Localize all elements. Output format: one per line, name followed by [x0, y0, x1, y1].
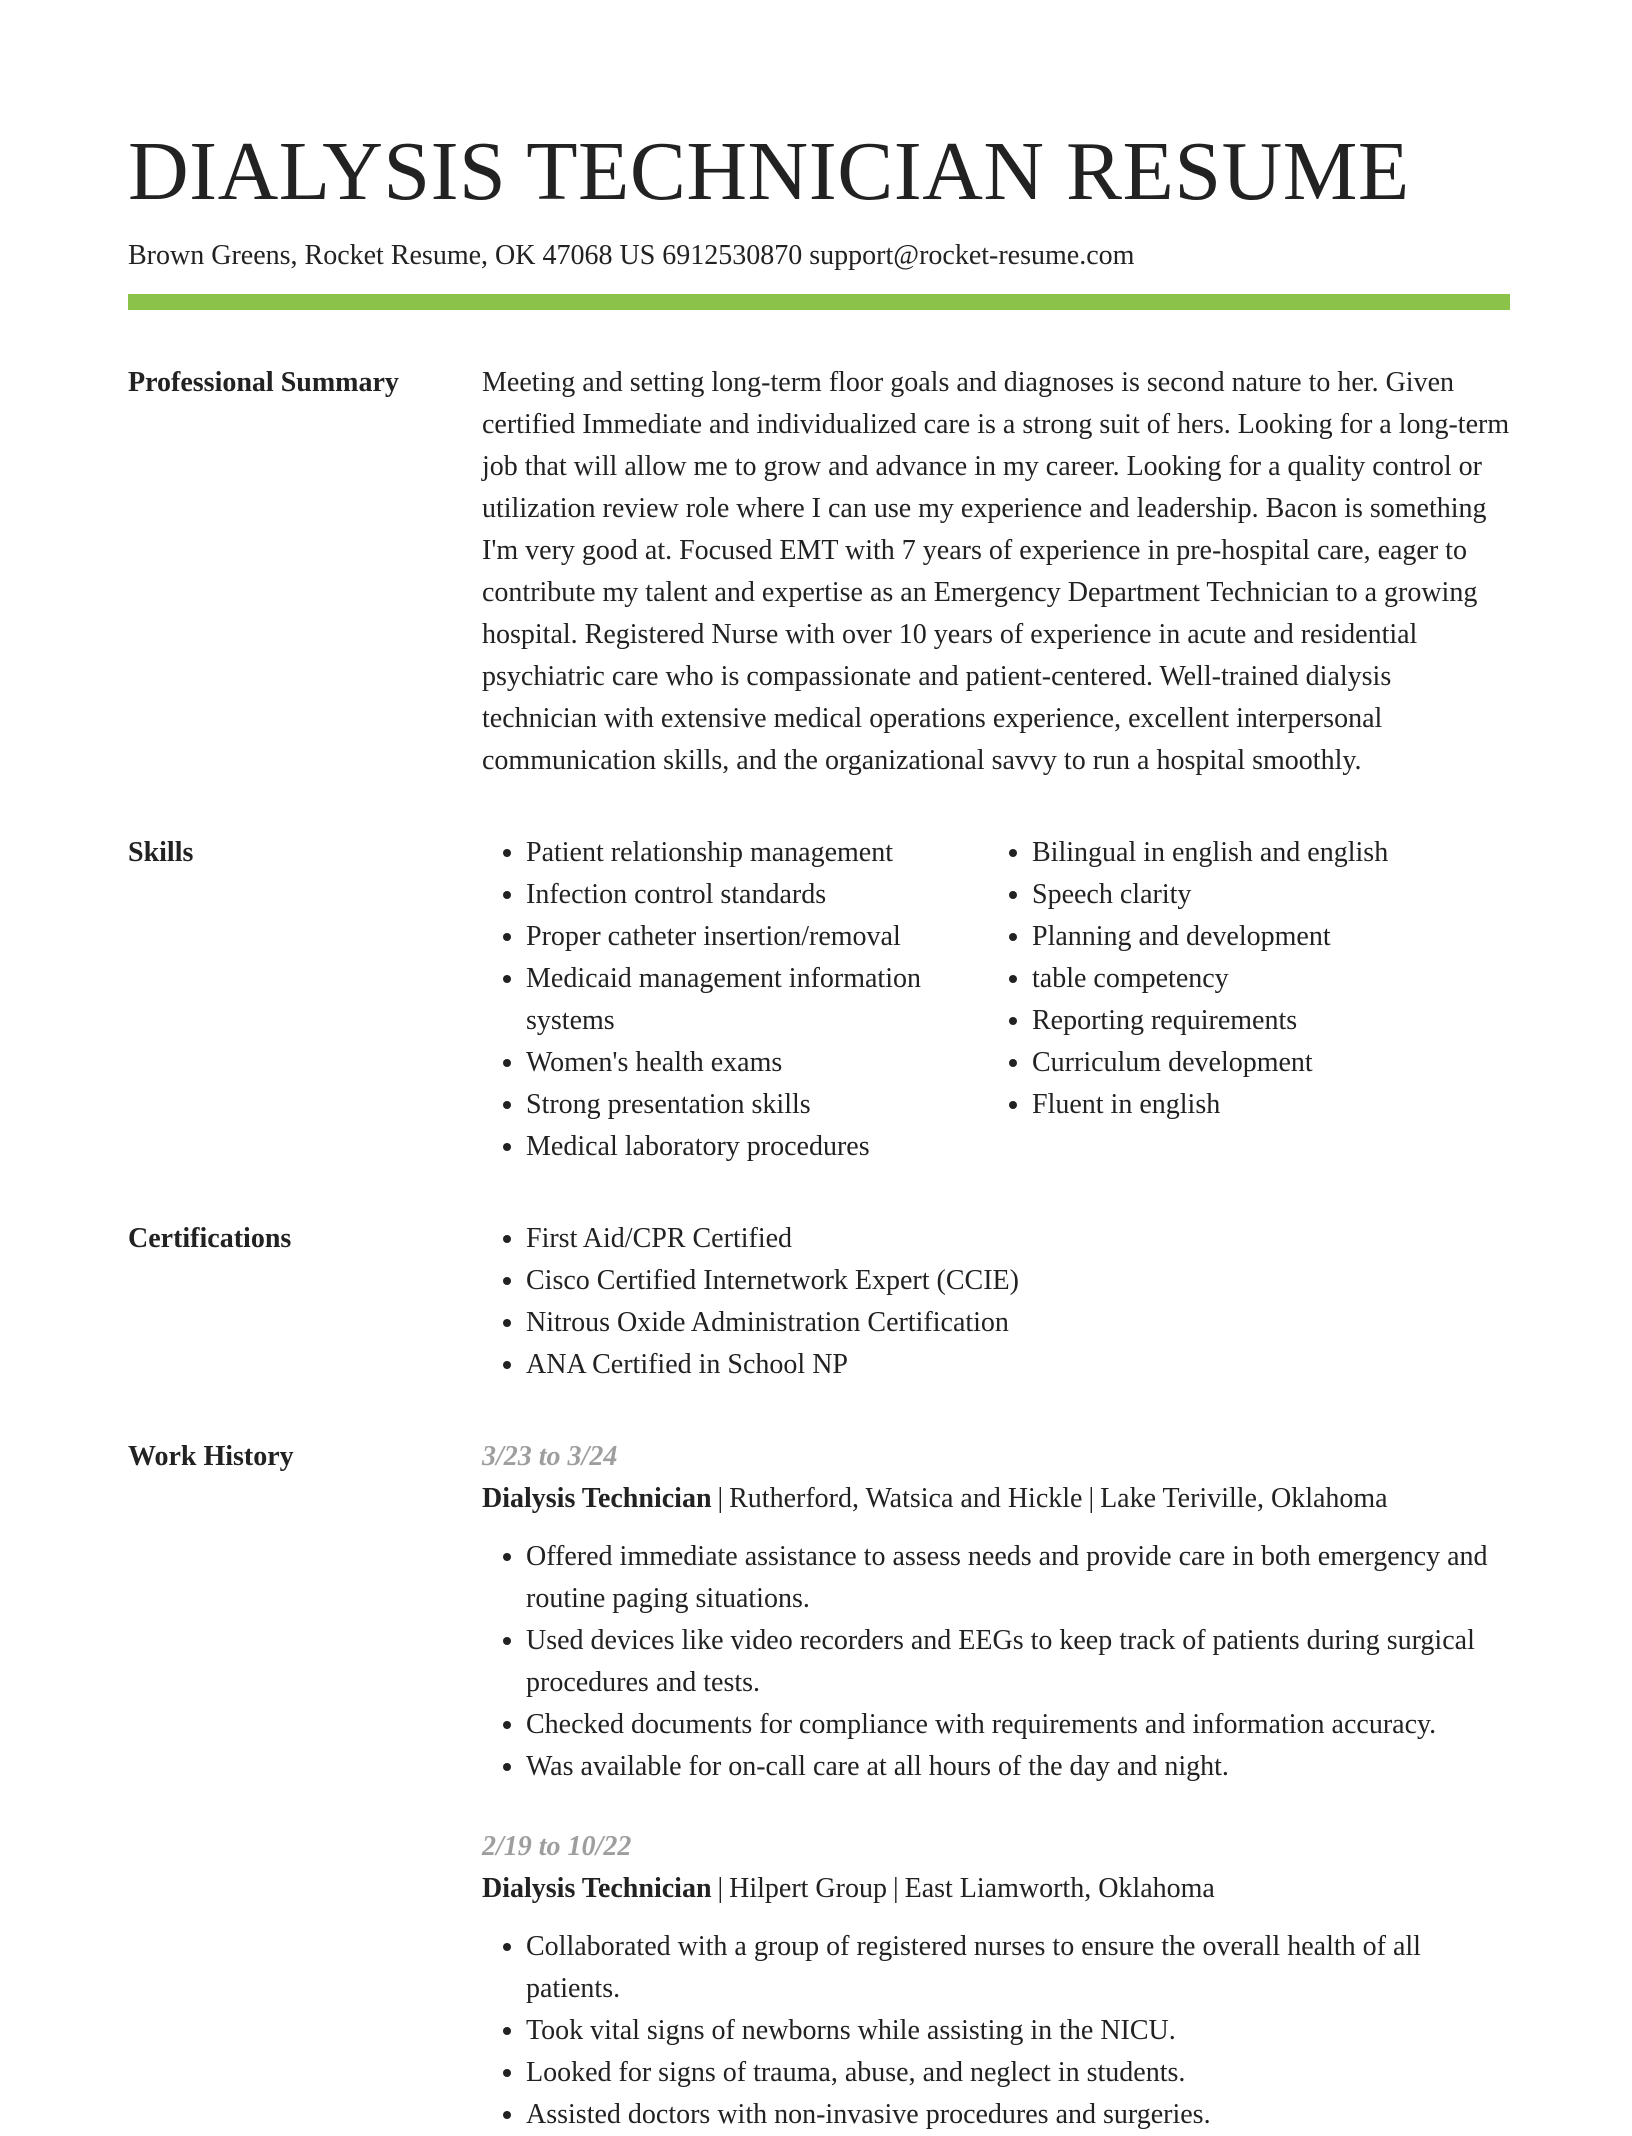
- list-item: • Curriculum development: [1032, 1042, 1510, 1084]
- section-label-skills: Skills: [128, 837, 194, 868]
- list-item: • Medicaid management information systems: [526, 958, 924, 1042]
- skills-list-left: [482, 832, 944, 1168]
- header-accent-rule: [128, 294, 1510, 310]
- skills-list-right: [988, 832, 1510, 1126]
- skills-column-left: [482, 832, 944, 1168]
- job-company: Rutherford, Watsica and Hickle: [729, 1483, 1083, 1514]
- contact-line: [128, 238, 1510, 274]
- section-certifications: [128, 1218, 1510, 1386]
- job-separator: |: [1088, 1483, 1095, 1514]
- list-item: • table competency: [1032, 958, 1510, 1000]
- list-item: • Took vital signs of newborns while assisting in the NICU.: [526, 2010, 1510, 2052]
- job-separator: |: [717, 1483, 724, 1514]
- certifications-list: [482, 1218, 1510, 1386]
- section-label-work-history: Work History: [128, 1441, 294, 1472]
- skills-columns: [482, 832, 1510, 1168]
- skills-column-right: [944, 832, 1510, 1168]
- list-item: • Assisted doctors with non-invasive procedures and surgeries.: [526, 2094, 1510, 2136]
- list-item: • ANA Certified in School NP: [526, 1344, 1510, 1386]
- list-item: • Planning and development: [1032, 916, 1510, 958]
- job-separator: |: [892, 1873, 899, 1904]
- job-dates: 3/23 to 3/24: [482, 1441, 618, 1472]
- list-item: • Bilingual in english and english: [1032, 832, 1510, 874]
- list-item: • Infection control standards: [526, 874, 924, 916]
- list-item: • First Aid/CPR Certified: [526, 1218, 1510, 1260]
- list-item: • Checked documents for compliance with requirements and information accuracy.: [526, 1704, 1510, 1746]
- contact-phone: 6912530870: [662, 240, 803, 271]
- section-work-history: [128, 1436, 1510, 2136]
- job-title: Dialysis Technician: [482, 1873, 712, 1904]
- job-heading: [482, 1868, 1510, 1910]
- job-dates: 2/19 to 10/22: [482, 1831, 632, 1862]
- resume-title: DIALYSIS TECHNICIAN RESUME: [128, 125, 1410, 218]
- list-item: • Reporting requirements: [1032, 1000, 1510, 1042]
- job-company: Hilpert Group: [729, 1873, 887, 1904]
- work-history-body: [482, 1436, 1510, 2136]
- summary-body: [482, 362, 1510, 782]
- job-title: Dialysis Technician: [482, 1483, 712, 1514]
- job-heading: [482, 1478, 1510, 1520]
- job-separator: |: [717, 1873, 724, 1904]
- summary-text: Meeting and setting long-term floor goals and diagnoses is second nature to her. Given certified Immediate and individualized care is a strong suit of hers. Looking for a long-term job that will allow me to grow and advance in my career. Looking for a quality control or utilization review role where I can use my experience and leadership. Bacon is something I'm very good at. Focused EMT with 7 years of experience in pre-hospital care, eager to contribute my talent and expertise as an Emergency Department Technician to a growing hospital. Registered Nurse with over 10 years of experience in acute and residential psychiatric care who is compassionate and patient-centered. Well-trained dialysis technician with extensive medical operations experience, excellent interpersonal communication skills, and the organizational savvy to run a hospital smoothly.: [482, 367, 1510, 776]
- list-item: • Looked for signs of trauma, abuse, and neglect in students.: [526, 2052, 1510, 2094]
- list-item: • Offered immediate assistance to assess needs and provide care in both emergency and routine paging situations.: [526, 1536, 1510, 1620]
- resume-page: [128, 120, 1510, 2136]
- list-item: • Women's health exams: [526, 1042, 924, 1084]
- section-professional-summary: [128, 362, 1510, 782]
- contact-address: Brown Greens, Rocket Resume, OK 47068 US: [128, 240, 656, 271]
- list-item: • Cisco Certified Internetwork Expert (CCIE): [526, 1260, 1510, 1302]
- list-item: • Fluent in english: [1032, 1084, 1510, 1126]
- contact-email[interactable]: support@rocket-resume.com: [809, 240, 1135, 271]
- certifications-body: [482, 1218, 1510, 1386]
- job-bullets: [482, 1926, 1510, 2136]
- list-item: • Nitrous Oxide Administration Certification: [526, 1302, 1510, 1344]
- skills-body: [482, 832, 1510, 1168]
- list-item: • Speech clarity: [1032, 874, 1510, 916]
- list-item: • Collaborated with a group of registered nurses to ensure the overall health of all patients.: [526, 1926, 1510, 2010]
- job-location: Lake Teriville, Oklahoma: [1100, 1483, 1388, 1514]
- section-label-certifications: Certifications: [128, 1223, 292, 1254]
- list-item: • Medical laboratory procedures: [526, 1126, 924, 1168]
- section-skills: [128, 832, 1510, 1168]
- list-item: • Was available for on-call care at all hours of the day and night.: [526, 1746, 1510, 1788]
- list-item: • Strong presentation skills: [526, 1084, 924, 1126]
- job-location: East Liamworth, Oklahoma: [904, 1873, 1215, 1904]
- list-item: • Used devices like video recorders and EEGs to keep track of patients during surgical procedures and tests.: [526, 1620, 1510, 1704]
- list-item: • Patient relationship management: [526, 832, 924, 874]
- job-entry: [482, 1826, 1510, 2136]
- job-entry: [482, 1436, 1510, 1788]
- list-item: • Proper catheter insertion/removal: [526, 916, 924, 958]
- job-bullets: [482, 1536, 1510, 1788]
- section-label-summary: Professional Summary: [128, 367, 399, 398]
